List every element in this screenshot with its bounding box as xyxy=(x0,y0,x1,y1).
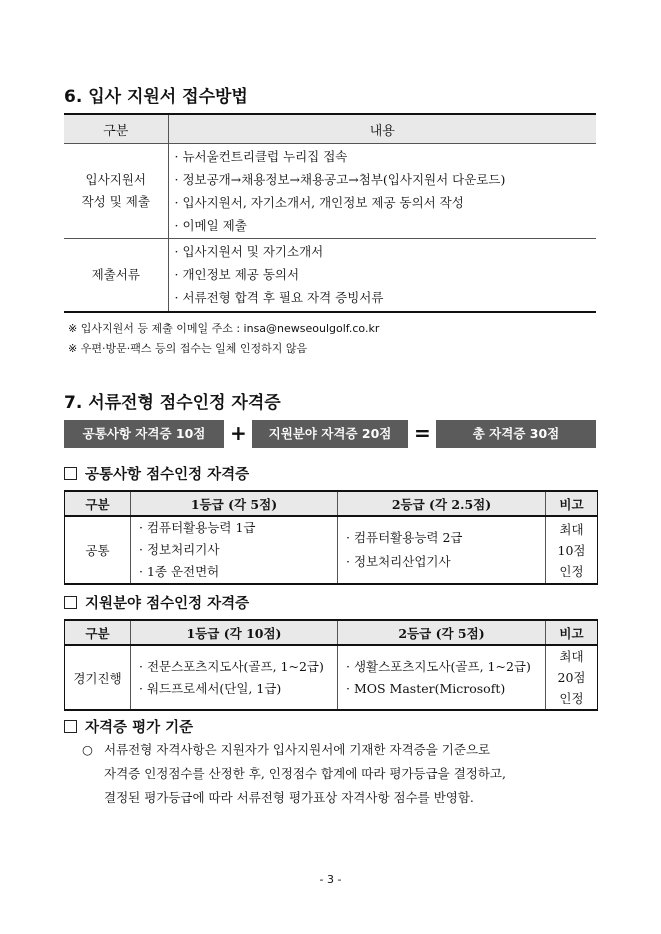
field-cert-box: 지원분야 자격증 20점 xyxy=(252,420,408,448)
list-item: · 정보처리기사 xyxy=(139,542,220,557)
header-grade2: 2등급 (각 5점) xyxy=(338,620,546,645)
category-cell: 경기진행 xyxy=(65,645,131,710)
category-line: 제출서류 xyxy=(91,266,140,282)
content-cell xyxy=(168,144,596,239)
list-item: · 서류전형 합격 후 필요 자격 증빙서류 xyxy=(174,290,384,306)
list-item: · 생활스포츠지도사(골프, 1~2급) xyxy=(346,658,531,674)
field-heading xyxy=(64,592,249,613)
application-method-table xyxy=(64,113,596,313)
list-item: · 워드프로세서(단일, 1급) xyxy=(139,680,282,696)
header-note: 비고 xyxy=(546,491,598,516)
grade2-cell xyxy=(338,645,546,710)
list-item: · 개인정보 제공 동의서 xyxy=(174,267,300,283)
list-item: · 1종 운전면허 xyxy=(139,564,220,579)
category-cell xyxy=(64,239,168,312)
common-heading-text: 공통사항 점수인정 자격증 xyxy=(85,467,250,483)
criteria-bullet: ○ xyxy=(82,742,93,757)
checkbox-icon xyxy=(64,467,77,480)
content-cell xyxy=(168,239,596,312)
note-email: ※ 입사지원서 등 제출 이메일 주소 : insa@newseoulgolf.co.kr xyxy=(68,322,380,335)
section6-title: 6. 입사 지원서 접수방법 xyxy=(64,87,248,107)
list-item: · 입사지원서 및 자기소개서 xyxy=(174,244,324,260)
category-cell: 공통 xyxy=(65,516,131,584)
list-item: · 컴퓨터활용능력 1급 xyxy=(139,520,256,535)
header-category: 구분 xyxy=(64,114,168,144)
criteria-line: 서류전형 자격사항은 지원자가 입사지원서에 기재한 자격증을 기준으로 xyxy=(104,742,491,757)
header-grade2: 2등급 (각 2.5점) xyxy=(338,491,546,516)
note-line: 인정 xyxy=(559,691,584,706)
category-line: 작성 및 제출 xyxy=(81,194,150,209)
criteria-heading-text: 자격증 평가 기준 xyxy=(85,720,194,736)
note-line: 20점 xyxy=(557,670,586,685)
checkbox-icon xyxy=(64,720,77,733)
common-cert-box: 공통사항 자격증 10점 xyxy=(64,420,224,448)
criteria-paragraph xyxy=(104,738,604,810)
list-item: · 입사지원서, 자기소개서, 개인정보 제공 동의서 작성 xyxy=(174,195,464,210)
common-cert-table xyxy=(64,490,598,585)
total-cert-box: 총 자격증 30점 xyxy=(436,420,596,448)
list-item: · 전문스포츠지도사(골프, 1~2급) xyxy=(139,658,324,674)
criteria-heading xyxy=(64,716,193,737)
page-number: - 3 - xyxy=(319,873,342,886)
header-category: 구분 xyxy=(65,620,131,645)
list-item: · 정보처리산업기사 xyxy=(346,554,451,569)
list-item: · 뉴서울컨트리클럽 누리집 접속 xyxy=(174,149,348,164)
checkbox-icon xyxy=(64,596,77,609)
criteria-line: 자격증 인정점수를 산정한 후, 인정점수 합계에 따라 평가등급을 결정하고, xyxy=(104,766,506,781)
header-note: 비고 xyxy=(546,620,598,645)
grade1-cell xyxy=(131,516,338,584)
note-no-mail: ※ 우편·방문·팩스 등의 접수는 일체 인정하지 않음 xyxy=(68,342,308,355)
note-cell xyxy=(546,516,598,584)
list-item: · MOS Master(Microsoft) xyxy=(346,680,506,696)
note-cell xyxy=(546,645,598,710)
header-grade1: 1등급 (각 5점) xyxy=(131,491,338,516)
header-content: 내용 xyxy=(168,114,596,144)
note-line: 인정 xyxy=(559,563,584,579)
section7-title: 7. 서류전형 점수인정 자격증 xyxy=(64,393,281,413)
common-heading xyxy=(64,463,249,484)
note-line: 최대 xyxy=(559,521,584,537)
list-item: · 이메일 제출 xyxy=(174,218,247,233)
list-item: · 컴퓨터활용능력 2급 xyxy=(346,530,463,545)
equals-sign: = xyxy=(414,421,431,445)
category-line: 입사지원서 xyxy=(85,172,146,187)
header-category: 구분 xyxy=(65,491,131,516)
grade1-cell xyxy=(131,645,338,710)
field-cert-table xyxy=(64,619,598,711)
grade2-cell xyxy=(338,516,546,584)
criteria-line: 결정된 평가등급에 따라 서류전형 평가표상 자격사항 점수를 반영함. xyxy=(104,790,474,805)
header-grade1: 1등급 (각 10점) xyxy=(131,620,338,645)
plus-sign: + xyxy=(230,421,247,445)
note-line: 최대 xyxy=(559,649,584,664)
list-item: · 정보공개→채용정보→채용공고→첨부(입사지원서 다운로드) xyxy=(174,172,506,187)
field-heading-text: 지원분야 점수인정 자격증 xyxy=(85,596,250,612)
category-cell xyxy=(64,144,168,239)
note-line: 10점 xyxy=(557,542,586,558)
